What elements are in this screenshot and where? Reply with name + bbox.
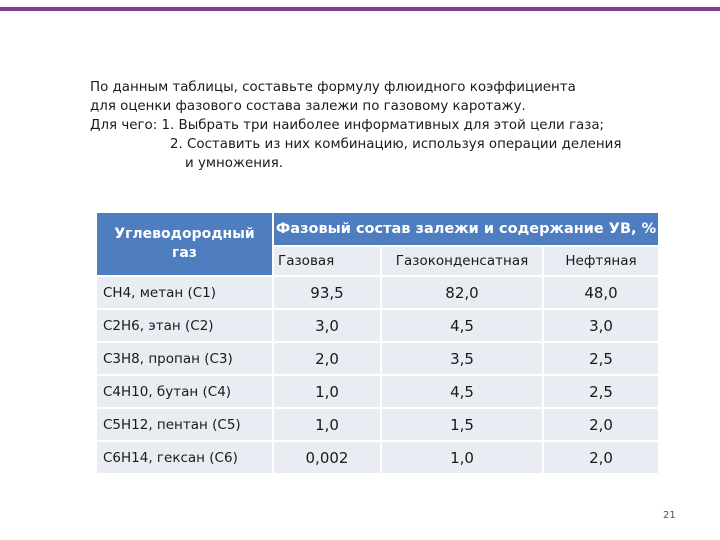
gas-name: C2H6, этан (C2)	[97, 310, 272, 341]
value-gas-condensate: 82,0	[382, 277, 542, 308]
value-oil: 48,0	[544, 277, 658, 308]
value-gas-condensate: 1,0	[382, 442, 542, 473]
value-gas-condensate: 4,5	[382, 376, 542, 407]
task-line-1: По данным таблицы, составьте формулу флюидного коэффициента	[90, 80, 576, 95]
table-row	[97, 277, 658, 308]
table-row	[97, 376, 658, 407]
value-gas-phase: 93,5	[274, 277, 380, 308]
table-row	[97, 310, 658, 341]
table-row	[97, 409, 658, 440]
gas-name: C6H14, гексан (C6)	[97, 442, 272, 473]
gas-header-line-1: Углеводородный	[114, 226, 255, 242]
gas-name: C3H8, пропан (C3)	[97, 343, 272, 374]
gas-name: C4H10, бутан (C4)	[97, 376, 272, 407]
top-accent-bar	[0, 7, 720, 11]
value-gas-phase: 0,002	[274, 442, 380, 473]
value-gas-phase: 1,0	[274, 409, 380, 440]
value-gas-phase: 1,0	[274, 376, 380, 407]
task-line-4: 2. Составить из них комбинацию, используя операции деления	[170, 137, 622, 152]
task-line-2: для оценки фазового состава залежи по газовому каротажу.	[90, 99, 526, 114]
task-line-5: и умножения.	[185, 156, 284, 171]
value-gas-condensate: 3,5	[382, 343, 542, 374]
column-header-gas-condensate: Газоконденсатная	[382, 247, 542, 275]
gas-column-header	[97, 213, 272, 275]
page-number: 21	[663, 510, 676, 521]
value-gas-condensate: 1,5	[382, 409, 542, 440]
phase-header: Фазовый состав залежи и содержание УВ, %	[274, 213, 658, 245]
task-line-3: Для чего: 1. Выбрать три наиболее информативных для этой цели газа;	[90, 118, 605, 133]
value-gas-phase: 2,0	[274, 343, 380, 374]
column-header-oil: Нефтяная	[544, 247, 658, 275]
table-row	[97, 343, 658, 374]
column-header-gas-phase: Газовая	[274, 247, 380, 275]
value-oil: 2,5	[544, 343, 658, 374]
value-oil: 3,0	[544, 310, 658, 341]
value-oil: 2,0	[544, 409, 658, 440]
gas-name: C5H12, пентан (C5)	[97, 409, 272, 440]
gas-header-line-2: газ	[172, 245, 197, 261]
gas-composition-table	[95, 211, 660, 475]
table-row	[97, 442, 658, 473]
value-oil: 2,5	[544, 376, 658, 407]
value-oil: 2,0	[544, 442, 658, 473]
task-text	[90, 78, 690, 173]
value-gas-condensate: 4,5	[382, 310, 542, 341]
value-gas-phase: 3,0	[274, 310, 380, 341]
gas-name: CH4, метан (C1)	[97, 277, 272, 308]
